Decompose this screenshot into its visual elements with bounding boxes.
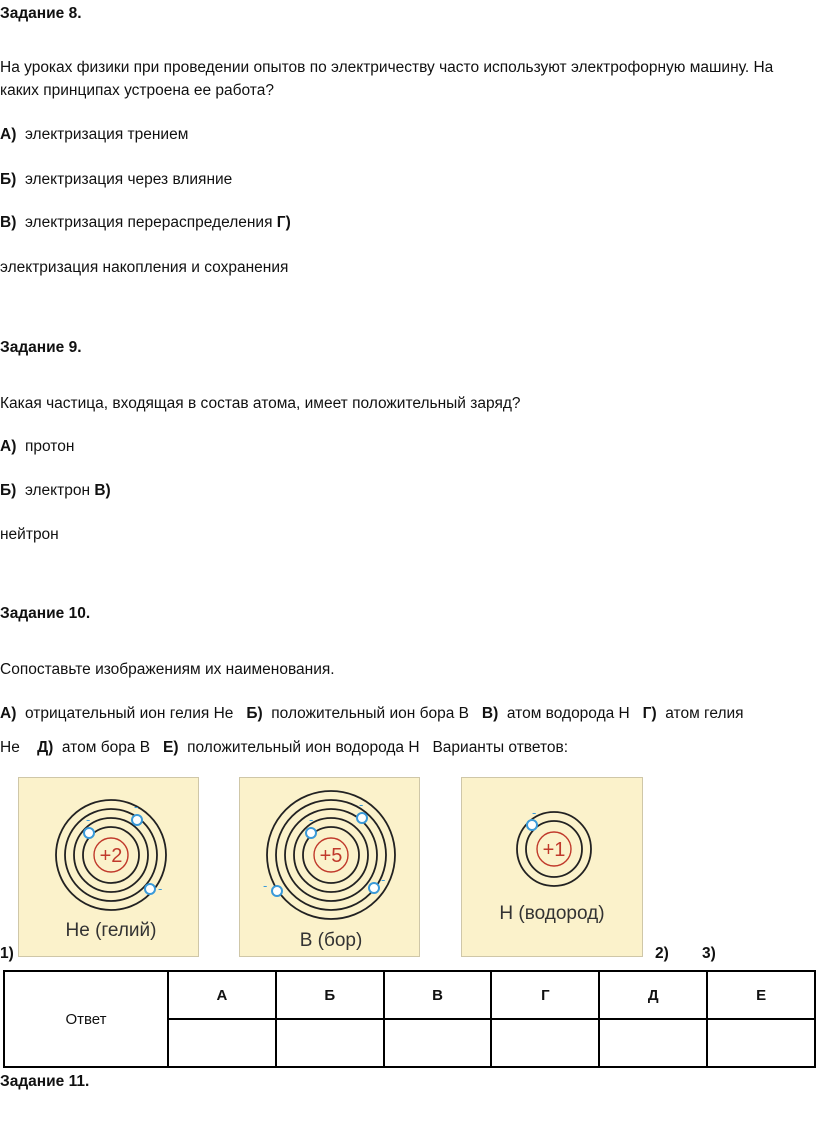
option-letter: Б)	[246, 705, 263, 722]
electron-sign: -	[309, 812, 314, 827]
task9-question: Какая частица, входящая в состав атома, имеет положительный заряд?	[0, 395, 521, 412]
column-header: Б	[276, 971, 384, 1019]
option-text: Не	[0, 739, 20, 756]
helium-atom-image	[19, 778, 198, 956]
option-letter: В)	[94, 482, 111, 499]
option-letter: А)	[0, 126, 17, 143]
option-text: положительный ион водорода Н	[187, 739, 420, 756]
boron-panel	[239, 777, 420, 957]
answers-label: Варианты ответов:	[432, 739, 569, 756]
answer-cell[interactable]	[599, 1019, 707, 1067]
electron-icon	[84, 828, 94, 838]
hydrogen-panel	[461, 777, 643, 957]
image-number-2: 2)	[655, 945, 669, 962]
option-letter: В)	[0, 214, 17, 231]
option-text: отрицательный ион гелия Не	[24, 705, 234, 722]
task9-option-a	[0, 437, 74, 457]
electron-icon	[369, 883, 379, 893]
task10-question: Сопоставьте изображениям их наименования.	[0, 661, 335, 678]
nucleus-charge: +2	[99, 845, 123, 867]
electron-sign: -	[359, 797, 364, 812]
option-letter: А)	[0, 705, 17, 722]
option-text: положительный ион бора В	[271, 705, 469, 722]
answer-cell[interactable]	[491, 1019, 599, 1067]
option-text: атом водорода Н	[506, 705, 630, 722]
task8-option-v	[0, 213, 291, 233]
task10-options-line2	[0, 738, 568, 758]
electron-sign: -	[263, 878, 268, 893]
column-header: В	[384, 971, 492, 1019]
electron-icon	[145, 884, 155, 894]
task8-option-g-text: электризация накопления и сохранения	[0, 259, 289, 276]
helium-panel	[18, 777, 199, 957]
electron-sign: -	[158, 881, 163, 896]
answer-cell[interactable]	[707, 1019, 815, 1067]
option-letter: Г)	[642, 705, 657, 722]
image-number-3: 3)	[702, 945, 716, 962]
option-text: протон	[24, 438, 75, 455]
column-header: Е	[707, 971, 815, 1019]
task8-option-b	[0, 170, 232, 190]
answer-cell[interactable]	[168, 1019, 276, 1067]
task9-option-v-text: нейтрон	[0, 526, 59, 543]
electron-sign: -	[532, 805, 537, 820]
column-header: Д	[599, 971, 707, 1019]
option-text: электризация трением	[24, 126, 189, 143]
atom-caption: Н (водород)	[499, 903, 605, 924]
option-letter: Б)	[0, 171, 17, 188]
task8-title: Задание 8.	[0, 5, 82, 22]
electron-icon	[132, 815, 142, 825]
task8-question-line2: каких принципах устроена ее работа?	[0, 82, 274, 99]
task9-title: Задание 9.	[0, 339, 82, 356]
nucleus-charge: +1	[542, 839, 566, 861]
option-text: электрон	[24, 482, 91, 499]
option-text: электризация через влияние	[24, 171, 233, 188]
hydrogen-atom-image	[462, 778, 642, 956]
answer-cell[interactable]	[384, 1019, 492, 1067]
option-text: электризация перераспределения	[24, 214, 273, 231]
electron-sign: -	[134, 799, 139, 814]
option-letter: В)	[481, 705, 499, 722]
column-header: Г	[491, 971, 599, 1019]
electron-sign: -	[86, 812, 91, 827]
task9-option-b	[0, 481, 111, 501]
task10-title: Задание 10.	[0, 605, 91, 622]
atom-caption: Не (гелий)	[65, 920, 157, 941]
option-text: атом гелия	[665, 705, 744, 722]
electron-icon	[306, 828, 316, 838]
option-letter: Д)	[37, 739, 54, 756]
task8-question-line1: На уроках физики при проведении опытов по электричеству часто используют электрофорную машину. На	[0, 59, 774, 76]
task8-option-a	[0, 125, 188, 145]
nucleus-charge: +5	[319, 845, 343, 867]
electron-icon	[527, 820, 537, 830]
task10-options-line1	[0, 704, 744, 724]
table-header-row	[4, 971, 815, 1019]
image-number-1: 1)	[0, 945, 14, 962]
answer-row-label: Ответ	[4, 971, 168, 1067]
atom-caption: В (бор)	[299, 930, 363, 951]
boron-atom-image	[240, 778, 419, 956]
task11-title: Задание 11.	[0, 1073, 90, 1090]
option-text: атом бора В	[61, 739, 151, 756]
column-header: А	[168, 971, 276, 1019]
electron-icon	[357, 813, 367, 823]
option-letter: А)	[0, 438, 17, 455]
option-letter: Б)	[0, 482, 17, 499]
electron-icon	[272, 886, 282, 896]
option-letter: Е)	[163, 739, 179, 756]
answer-cell[interactable]	[276, 1019, 384, 1067]
electron-sign: -	[381, 872, 386, 887]
option-letter: Г)	[276, 214, 291, 231]
answer-table	[3, 970, 816, 1068]
